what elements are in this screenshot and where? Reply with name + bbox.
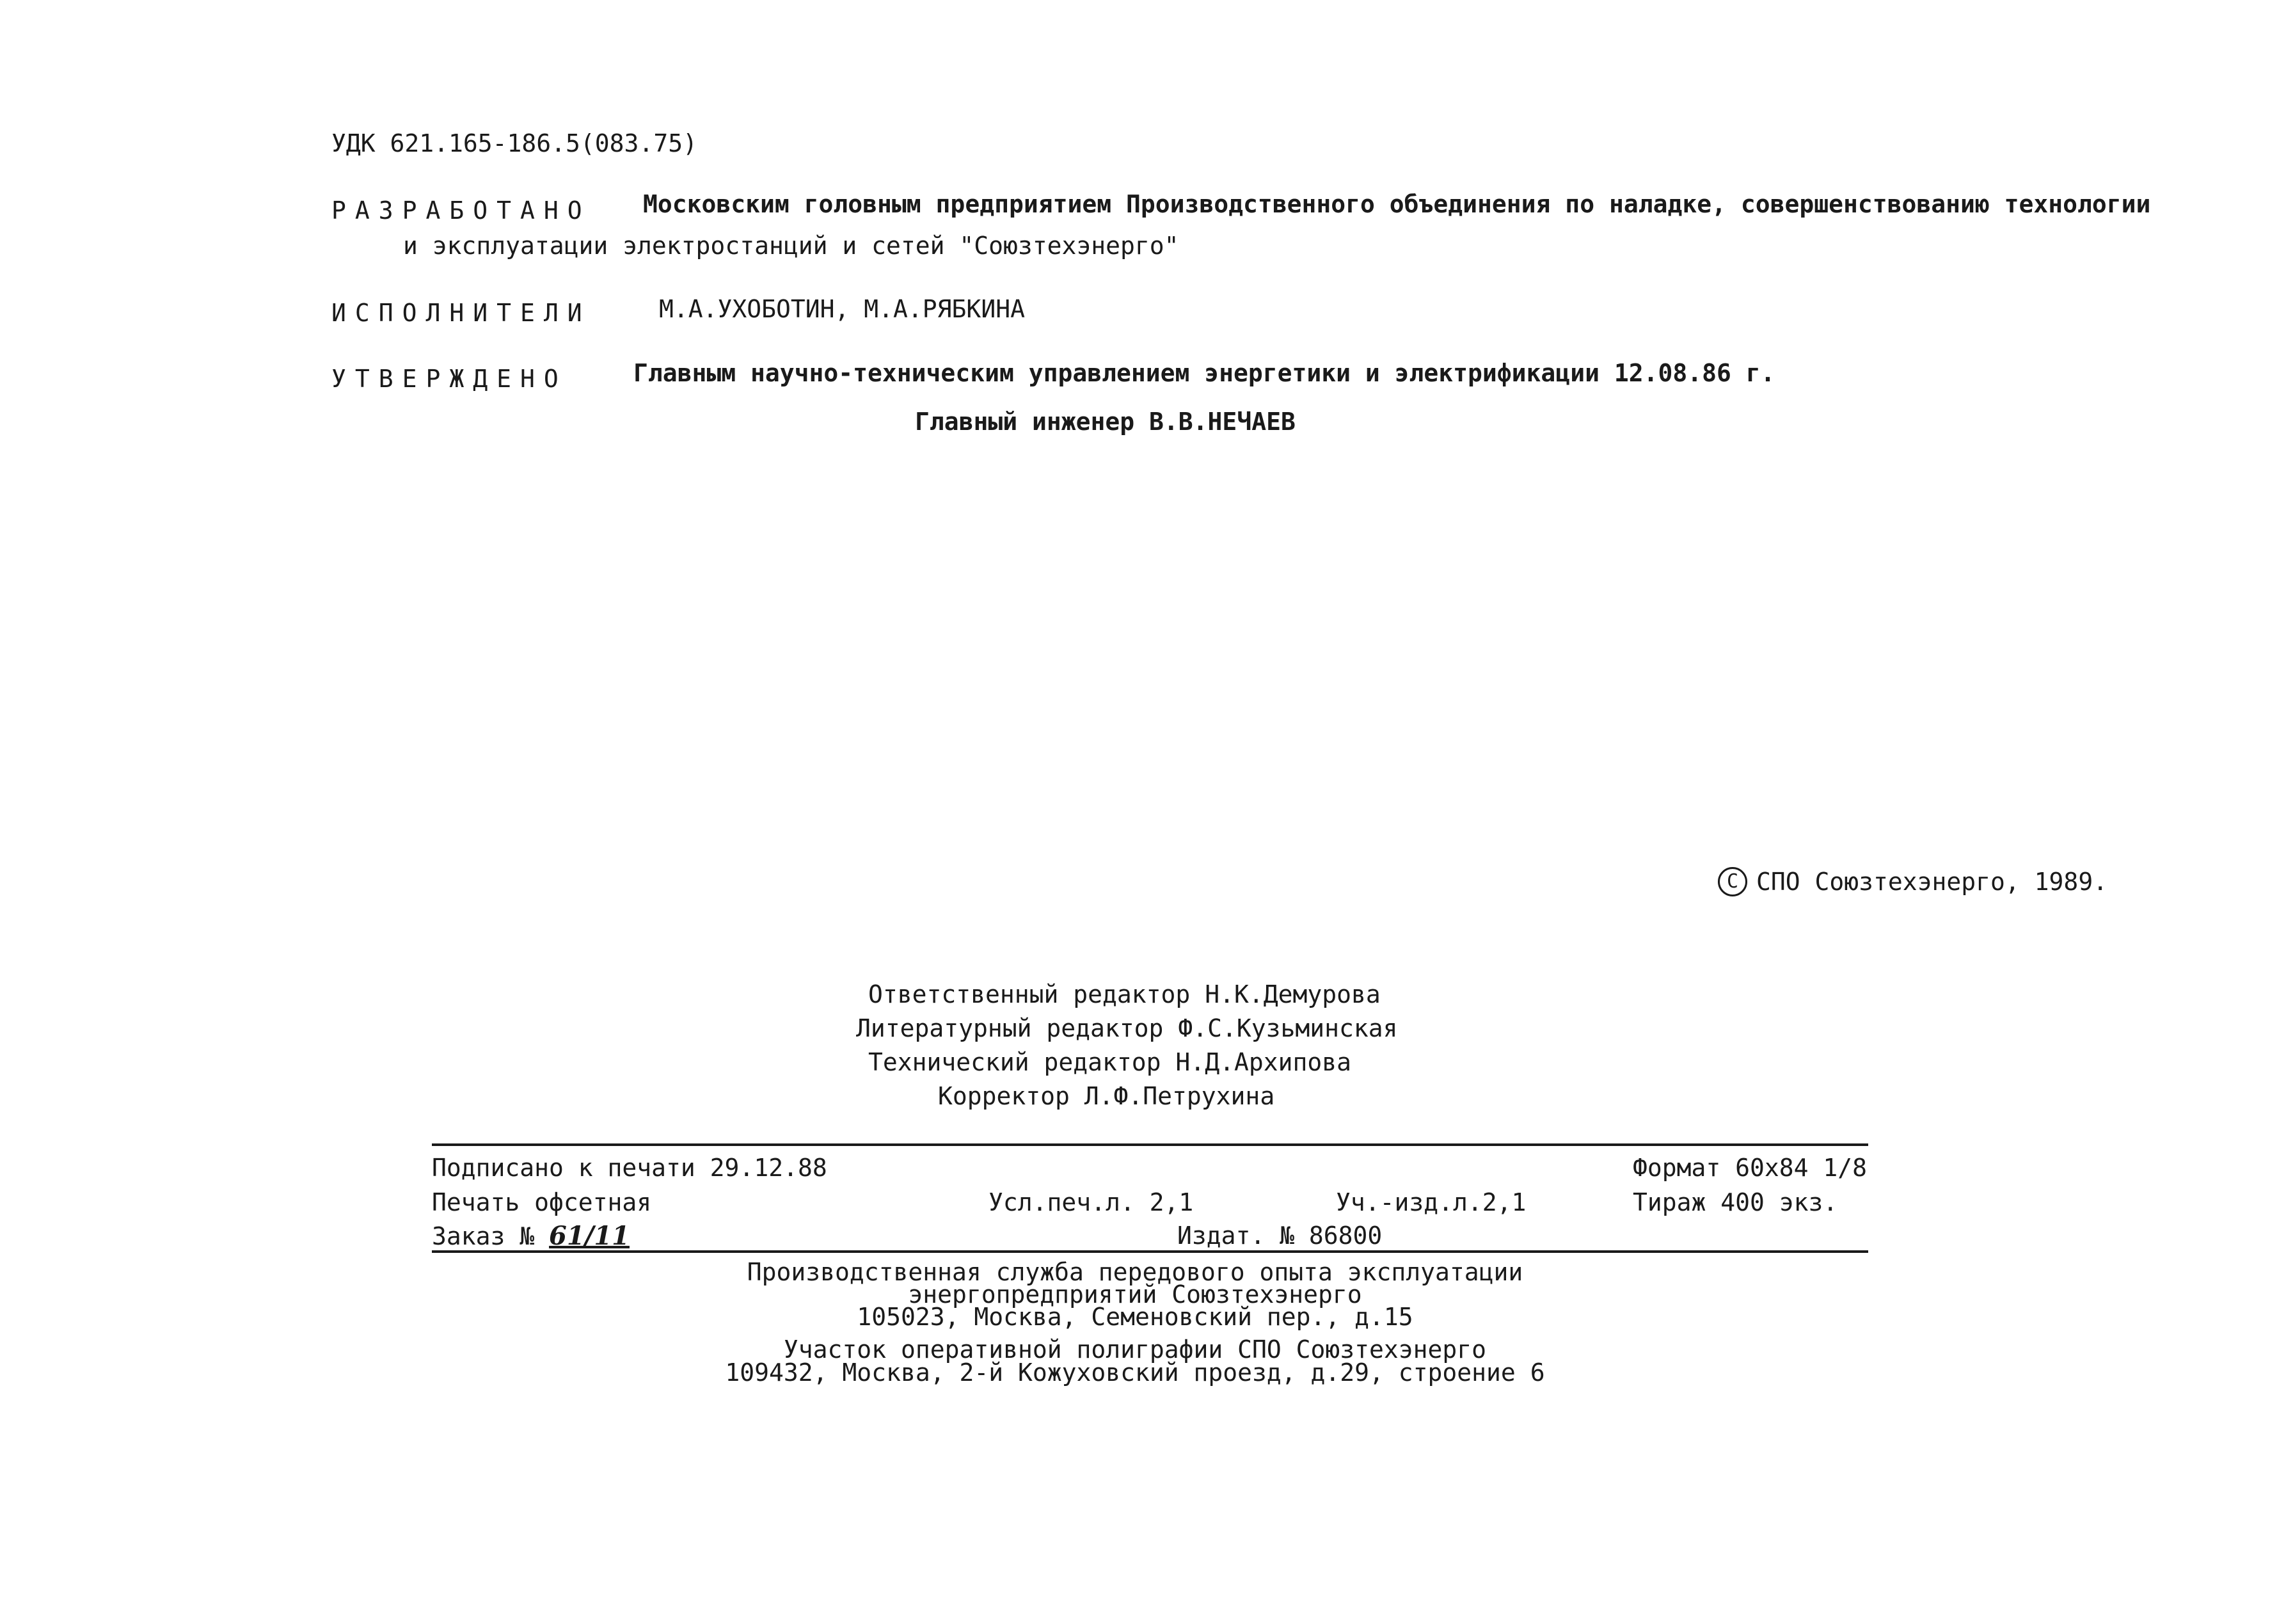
print-run: Тираж 400 экз.: [1633, 1188, 1838, 1216]
printer-line-1: Участок оперативной полиграфии СПО Союзтехэнерго: [783, 1335, 1487, 1364]
signed-date: Подписано к печати 29.12.88: [432, 1154, 827, 1182]
udk-code: УДК 621.165-186.5(083.75): [331, 129, 697, 157]
executors-names: М.А.УХОБОТИН, М.А.РЯБКИНА: [659, 295, 1025, 323]
chief-engineer: Главный инженер В.В.НЕЧАЕВ: [915, 408, 1296, 436]
imprint-top-rule: [432, 1143, 1868, 1146]
approved-label: УТВЕРЖДЕНО: [331, 365, 568, 393]
order-label: Заказ №: [432, 1222, 535, 1250]
publisher-line-2: энергопредприятий Союзтехэнерго: [908, 1280, 1362, 1309]
developed-line-1: Московским головным предприятием Производственного объединения по наладке, совершенствованию технологии: [643, 190, 2151, 218]
copyright-line: [1718, 867, 2107, 896]
publication-number: Издат. № 86800: [1177, 1222, 1383, 1250]
order-number-handwritten: 61/11: [549, 1221, 630, 1251]
editor-literary: Литературный редактор Ф.С.Кузьминская: [856, 1014, 1398, 1042]
executors-label: ИСПОЛНИТЕЛИ: [331, 299, 591, 327]
developed-label: РАЗРАБОТАНО: [331, 196, 591, 225]
publisher-address: 105023, Москва, Семеновский пер., д.15: [857, 1303, 1413, 1331]
paper-format: Формат 60х84 1/8: [1633, 1154, 1868, 1182]
copyright-icon: C: [1718, 867, 1747, 896]
order-line: [432, 1223, 630, 1249]
editor-responsible: Ответственный редактор Н.К.Демурова: [868, 980, 1381, 1008]
copyright-text: СПО Союзтехэнерго, 1989.: [1756, 868, 2108, 896]
editor-technical: Технический редактор Н.Д.Архипова: [868, 1048, 1351, 1076]
approved-text: Главным научно-техническим управлением энергетики и электрификации 12.08.86 г.: [633, 359, 1775, 387]
editor-corrector: Корректор Л.Ф.Петрухина: [938, 1082, 1275, 1110]
imprint-bottom-rule: [432, 1250, 1868, 1253]
publisher-sheets: Уч.-изд.л.2,1: [1336, 1188, 1527, 1216]
conventional-sheets: Усл.печ.л. 2,1: [988, 1188, 1194, 1216]
printer-address: 109432, Москва, 2-й Кожуховский проезд, д.29, строение 6: [725, 1358, 1545, 1387]
print-type: Печать офсетная: [432, 1188, 652, 1216]
developed-line-2: и эксплуатации электростанций и сетей "Союзтехэнерго": [403, 232, 1179, 260]
publisher-line-1: Производственная служба передового опыта эксплуатации: [747, 1258, 1523, 1286]
